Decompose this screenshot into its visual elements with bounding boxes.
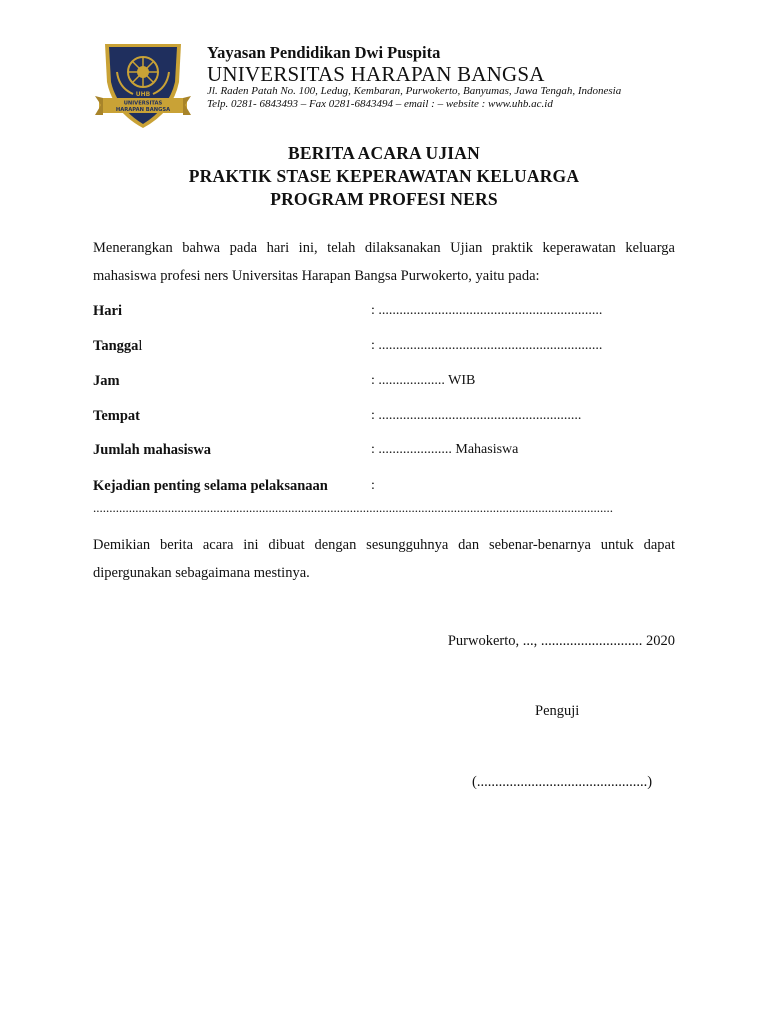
crest-ribbon-line2: HARAPAN BANGSA	[115, 107, 171, 113]
place-date: Purwokerto, ..., ............................ 2020	[447, 633, 675, 649]
field-value[interactable]: :	[371, 478, 375, 493]
field-value[interactable]: : ..........................................................	[371, 408, 582, 423]
document-title	[0, 142, 768, 211]
letterhead	[93, 38, 693, 130]
field-hari	[93, 300, 693, 322]
signature-placeholder[interactable]: (...............................................)	[472, 774, 653, 790]
field-label: Jumlah mahasiswa	[93, 442, 212, 458]
field-value[interactable]: : ................................................................	[371, 338, 603, 353]
field-value[interactable]: : ................................................................	[371, 303, 603, 318]
crest-ribbon-line1: UNIVERSITAS	[123, 100, 163, 107]
field-tempat	[93, 405, 693, 427]
letterhead-text	[207, 43, 621, 111]
field-value[interactable]: : ..................... Mahasiswa	[371, 442, 519, 457]
crest-abbr: UHB	[135, 91, 151, 98]
kejadian-dotted-line[interactable]: ................................................................................................................................................................	[93, 500, 613, 515]
intro-paragraph: Menerangkan bahwa pada hari ini, telah dilaksanakan Ujian praktik keperawatan keluarga mahasiswa profesi ners Universitas Harapan Bangsa Purwokerto, yaitu pada:	[93, 240, 675, 284]
closing-paragraph: Demikian berita acara ini dibuat dengan sesungguhnya dan sebenar-benarnya untuk dapat dipergunakan sebagaimana mestinya.	[93, 537, 675, 581]
field-jumlah-mahasiswa	[93, 439, 693, 461]
signer-role: Penguji	[535, 703, 580, 719]
address-line: Jl. Raden Patah No. 100, Ledug, Kembaran, Purwokerto, Banyumas, Jawa Tengah, Indonesia	[207, 85, 622, 97]
field-value[interactable]: : ................... WIB	[371, 373, 476, 388]
field-label: Hari	[93, 303, 122, 319]
field-label: Jam	[93, 373, 120, 389]
foundation-name: Yayasan Pendidikan Dwi Puspita	[207, 43, 441, 62]
contact-line: Telp. 0281- 6843493 – Fax 0281-6843494 – email : – website : www.uhb.ac.id	[207, 98, 553, 110]
field-kejadian-penting	[93, 475, 693, 497]
title-line-2: PRAKTIK STASE KEPERAWATAN KELUARGA	[188, 166, 580, 186]
field-jam	[93, 370, 693, 392]
title-line-3: PROGRAM PROFESI NERS	[270, 189, 498, 209]
university-crest-icon	[93, 38, 193, 130]
field-label: Tanggal	[93, 338, 143, 354]
field-label: Kejadian penting selama pelaksanaan	[93, 478, 328, 494]
field-tanggal	[93, 335, 693, 357]
university-name: UNIVERSITAS HARAPAN BANGSA	[207, 62, 545, 86]
title-line-1: BERITA ACARA UJIAN	[288, 143, 480, 163]
field-label: Tempat	[93, 408, 140, 424]
